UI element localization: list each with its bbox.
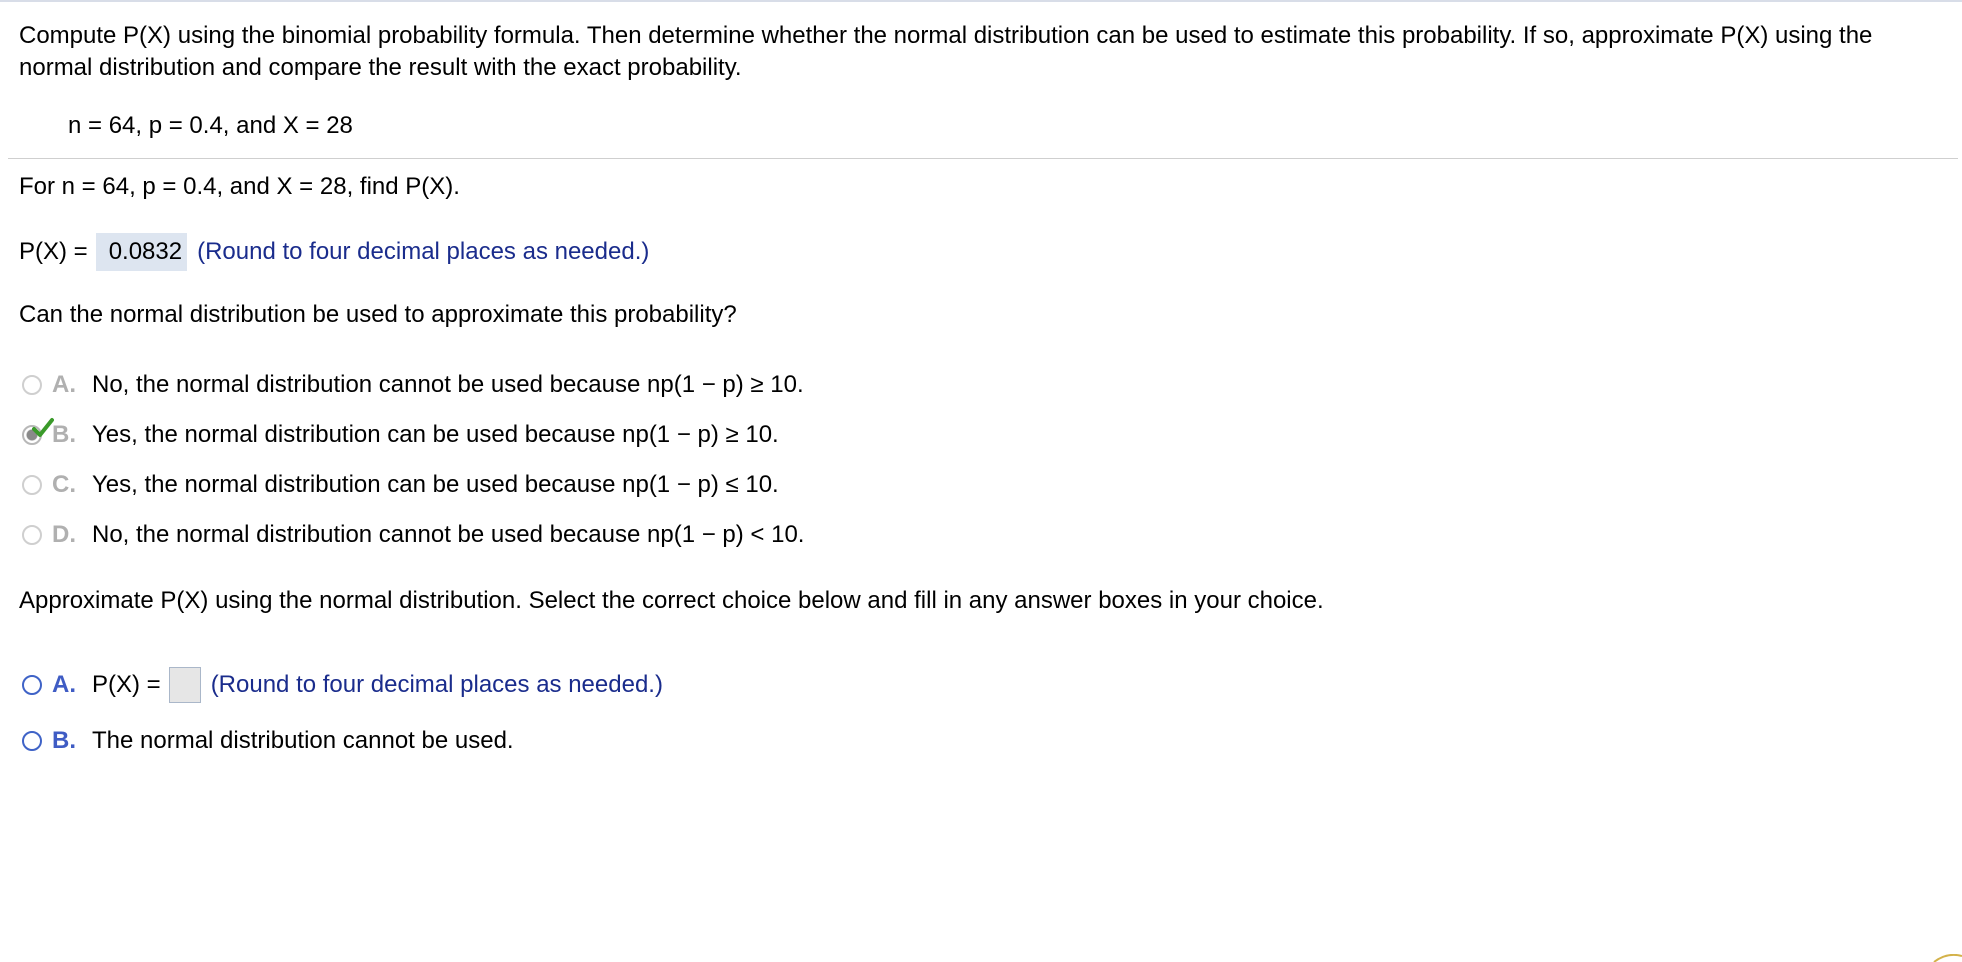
part2-radio-a — [22, 375, 42, 395]
part3-radio-b[interactable] — [22, 731, 42, 751]
part3-answer-input[interactable] — [169, 667, 201, 703]
part1-answer-box[interactable]: 0.0832 — [96, 233, 187, 271]
part3-letter-b: B. — [52, 727, 76, 754]
part2-prompt: Can the normal distribution be used to approximate this probability? — [19, 301, 737, 328]
question-instructions: Compute P(X) using the binomial probability formula. Then determine whether the normal distribution can be used to estimate this probability. If so, approximate P(X) using the normal distribution and compare the result with the exact probability. — [19, 22, 1873, 81]
part3-choice-b[interactable] — [22, 725, 514, 757]
part2-choice-b — [22, 419, 779, 451]
part2-radio-c — [22, 475, 42, 495]
part2-letter-b: B. — [52, 421, 76, 448]
part3-text-b: The normal distribution cannot be used. — [92, 727, 514, 754]
part2-choice-d — [22, 519, 804, 551]
part3-hint-a: (Round to four decimal places as needed.) — [210, 671, 663, 698]
part2-letter-a: A. — [52, 371, 76, 398]
part3-choice-a[interactable] — [22, 663, 663, 707]
part3-label-a: P(X) = — [92, 671, 161, 698]
part2-letter-d: D. — [52, 521, 76, 548]
part1-answer-line — [19, 233, 649, 271]
part3-letter-a: A. — [52, 671, 76, 698]
given-values: n = 64, p = 0.4, and X = 28 — [68, 112, 353, 139]
green-checkmark-icon — [32, 417, 54, 439]
corner-widget-edge — [1932, 954, 1962, 962]
part2-choice-c — [22, 469, 779, 501]
part2-text-b: Yes, the normal distribution can be used because np(1 − p) ≥ 10. — [92, 421, 779, 448]
part2-choice-a — [22, 369, 804, 401]
top-divider — [0, 0, 1962, 2]
part3-prompt: Approximate P(X) using the normal distribution. Select the correct choice below and fill in any answer boxes in your choice. — [19, 587, 1324, 614]
part1-label: P(X) = — [19, 238, 88, 265]
part2-text-a: No, the normal distribution cannot be used because np(1 − p) ≥ 10. — [92, 371, 804, 398]
part1-hint: (Round to four decimal places as needed.) — [197, 238, 650, 265]
part2-letter-c: C. — [52, 471, 76, 498]
part2-radio-d — [22, 525, 42, 545]
section-divider — [8, 158, 1958, 159]
part1-prompt: For n = 64, p = 0.4, and X = 28, find P(X). — [19, 173, 460, 200]
part2-radio-b — [22, 425, 42, 445]
part2-text-c: Yes, the normal distribution can be used because np(1 − p) ≤ 10. — [92, 471, 779, 498]
part3-radio-a[interactable] — [22, 675, 42, 695]
part2-text-d: No, the normal distribution cannot be used because np(1 − p) < 10. — [92, 521, 805, 548]
